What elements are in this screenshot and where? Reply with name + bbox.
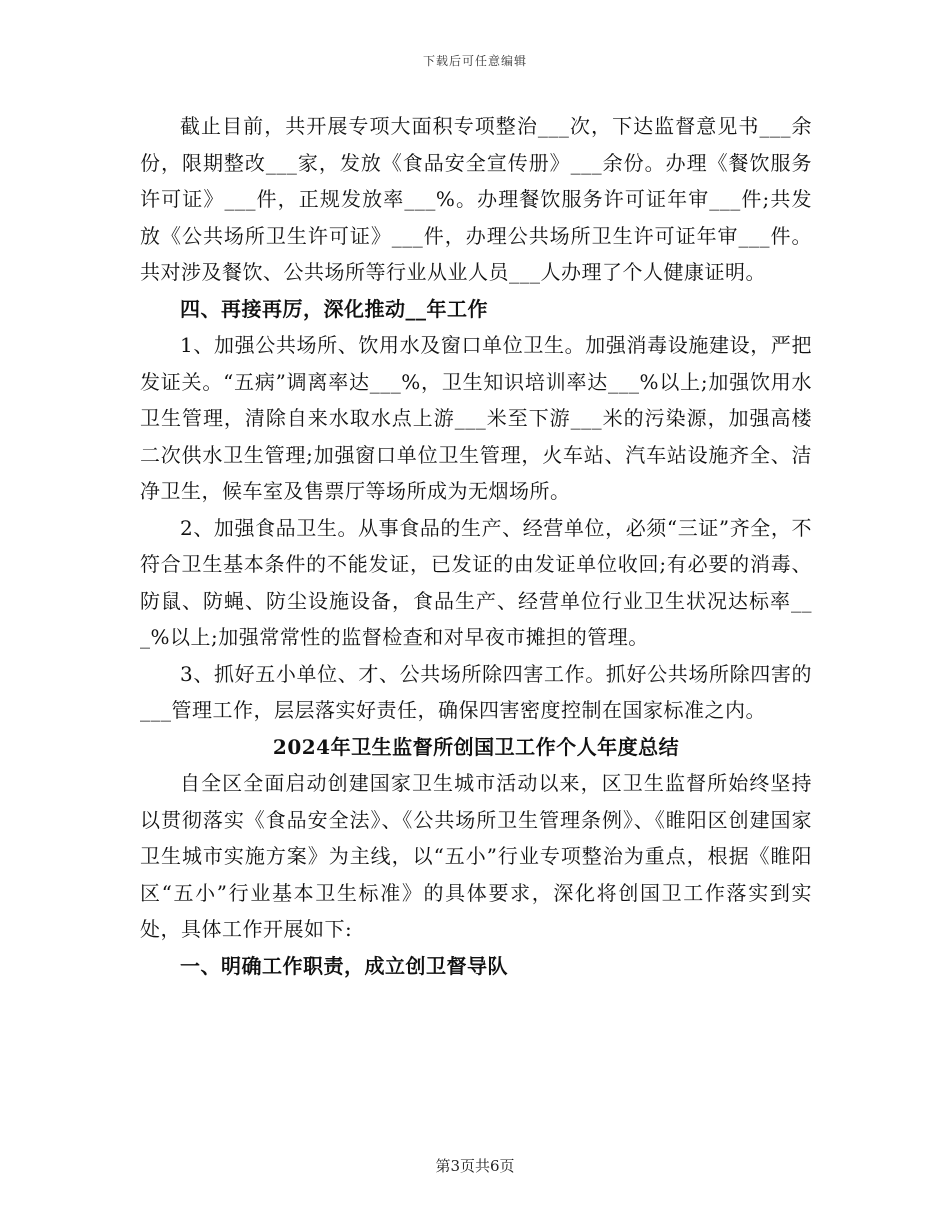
document-title: 2024年卫生监督所创国卫工作个人年度总结 bbox=[272, 734, 680, 759]
section-heading-4: 四、再接再厉，深化推动__年工作 bbox=[180, 296, 488, 321]
item-3-paragraph: 3、抓好五小单位、才、公共场所除四害工作。抓好公共场所除四害的___管理工作，层层落实好责任，确保四害密度控制在国家标准之内。 bbox=[140, 661, 812, 722]
section-heading-1: 一、明确工作职责，成立创卫督导队 bbox=[180, 953, 508, 978]
intro-paragraph: 自全区全面启动创建国家卫生城市活动以来，区卫生监督所始终坚持以贯彻落实《食品安全法》、《公共场所卫生管理条例》、《睢阳区创建国家卫生城市实施方案》为主线，以“五小”行业专项整治为重点，根据《睢阳区“五小”行业基本卫生标准》的具体要求，深化将创国卫工作落实到实处，具体工作开展如下: bbox=[140, 771, 812, 941]
page-footer: 第3页共6页 bbox=[435, 1157, 515, 1175]
document-body bbox=[140, 108, 812, 984]
item-2-paragraph: 2、加强食品卫生。从事食品的生产、经营单位，必须“三证”齐全，不符合卫生基本条件的不能发证，已发证的由发证单位收回;有必要的消毒、防鼠、防蝇、防尘设施设备，食品生产、经营单位行业卫生状况达标率___%以上;加强常常性的监督检查和对早夜市摊担的管理。 bbox=[140, 515, 812, 649]
page-header: 下载后可任意编辑 bbox=[422, 54, 527, 68]
item-1-paragraph: 1、加强公共场所、饮用水及窗口单位卫生。加强消毒设施建设，严把发证关。“五病”调离率达___%，卫生知识培训率达___%以上;加强饮用水卫生管理，清除自来水取水点上游___米至下游___米的污染源，加强高楼二次供水卫生管理;加强窗口单位卫生管理，火车站、汽车站设施齐全、洁净卫生，候车室及售票厅等场所成为无烟场所。 bbox=[140, 333, 812, 503]
summary-paragraph: 截止目前，共开展专项大面积专项整治___次，下达监督意见书___余份，限期整改___家，发放《食品安全宣传册》___余份。办理《餐饮服务许可证》___件，正规发放率___%。办理餐饮服务许可证年审___件;共发放《公共场所卫生许可证》___件，办理公共场所卫生许可证年审___件。共对涉及餐饮、公共场所等行业从业人员___人办理了个人健康证明。 bbox=[140, 114, 812, 284]
